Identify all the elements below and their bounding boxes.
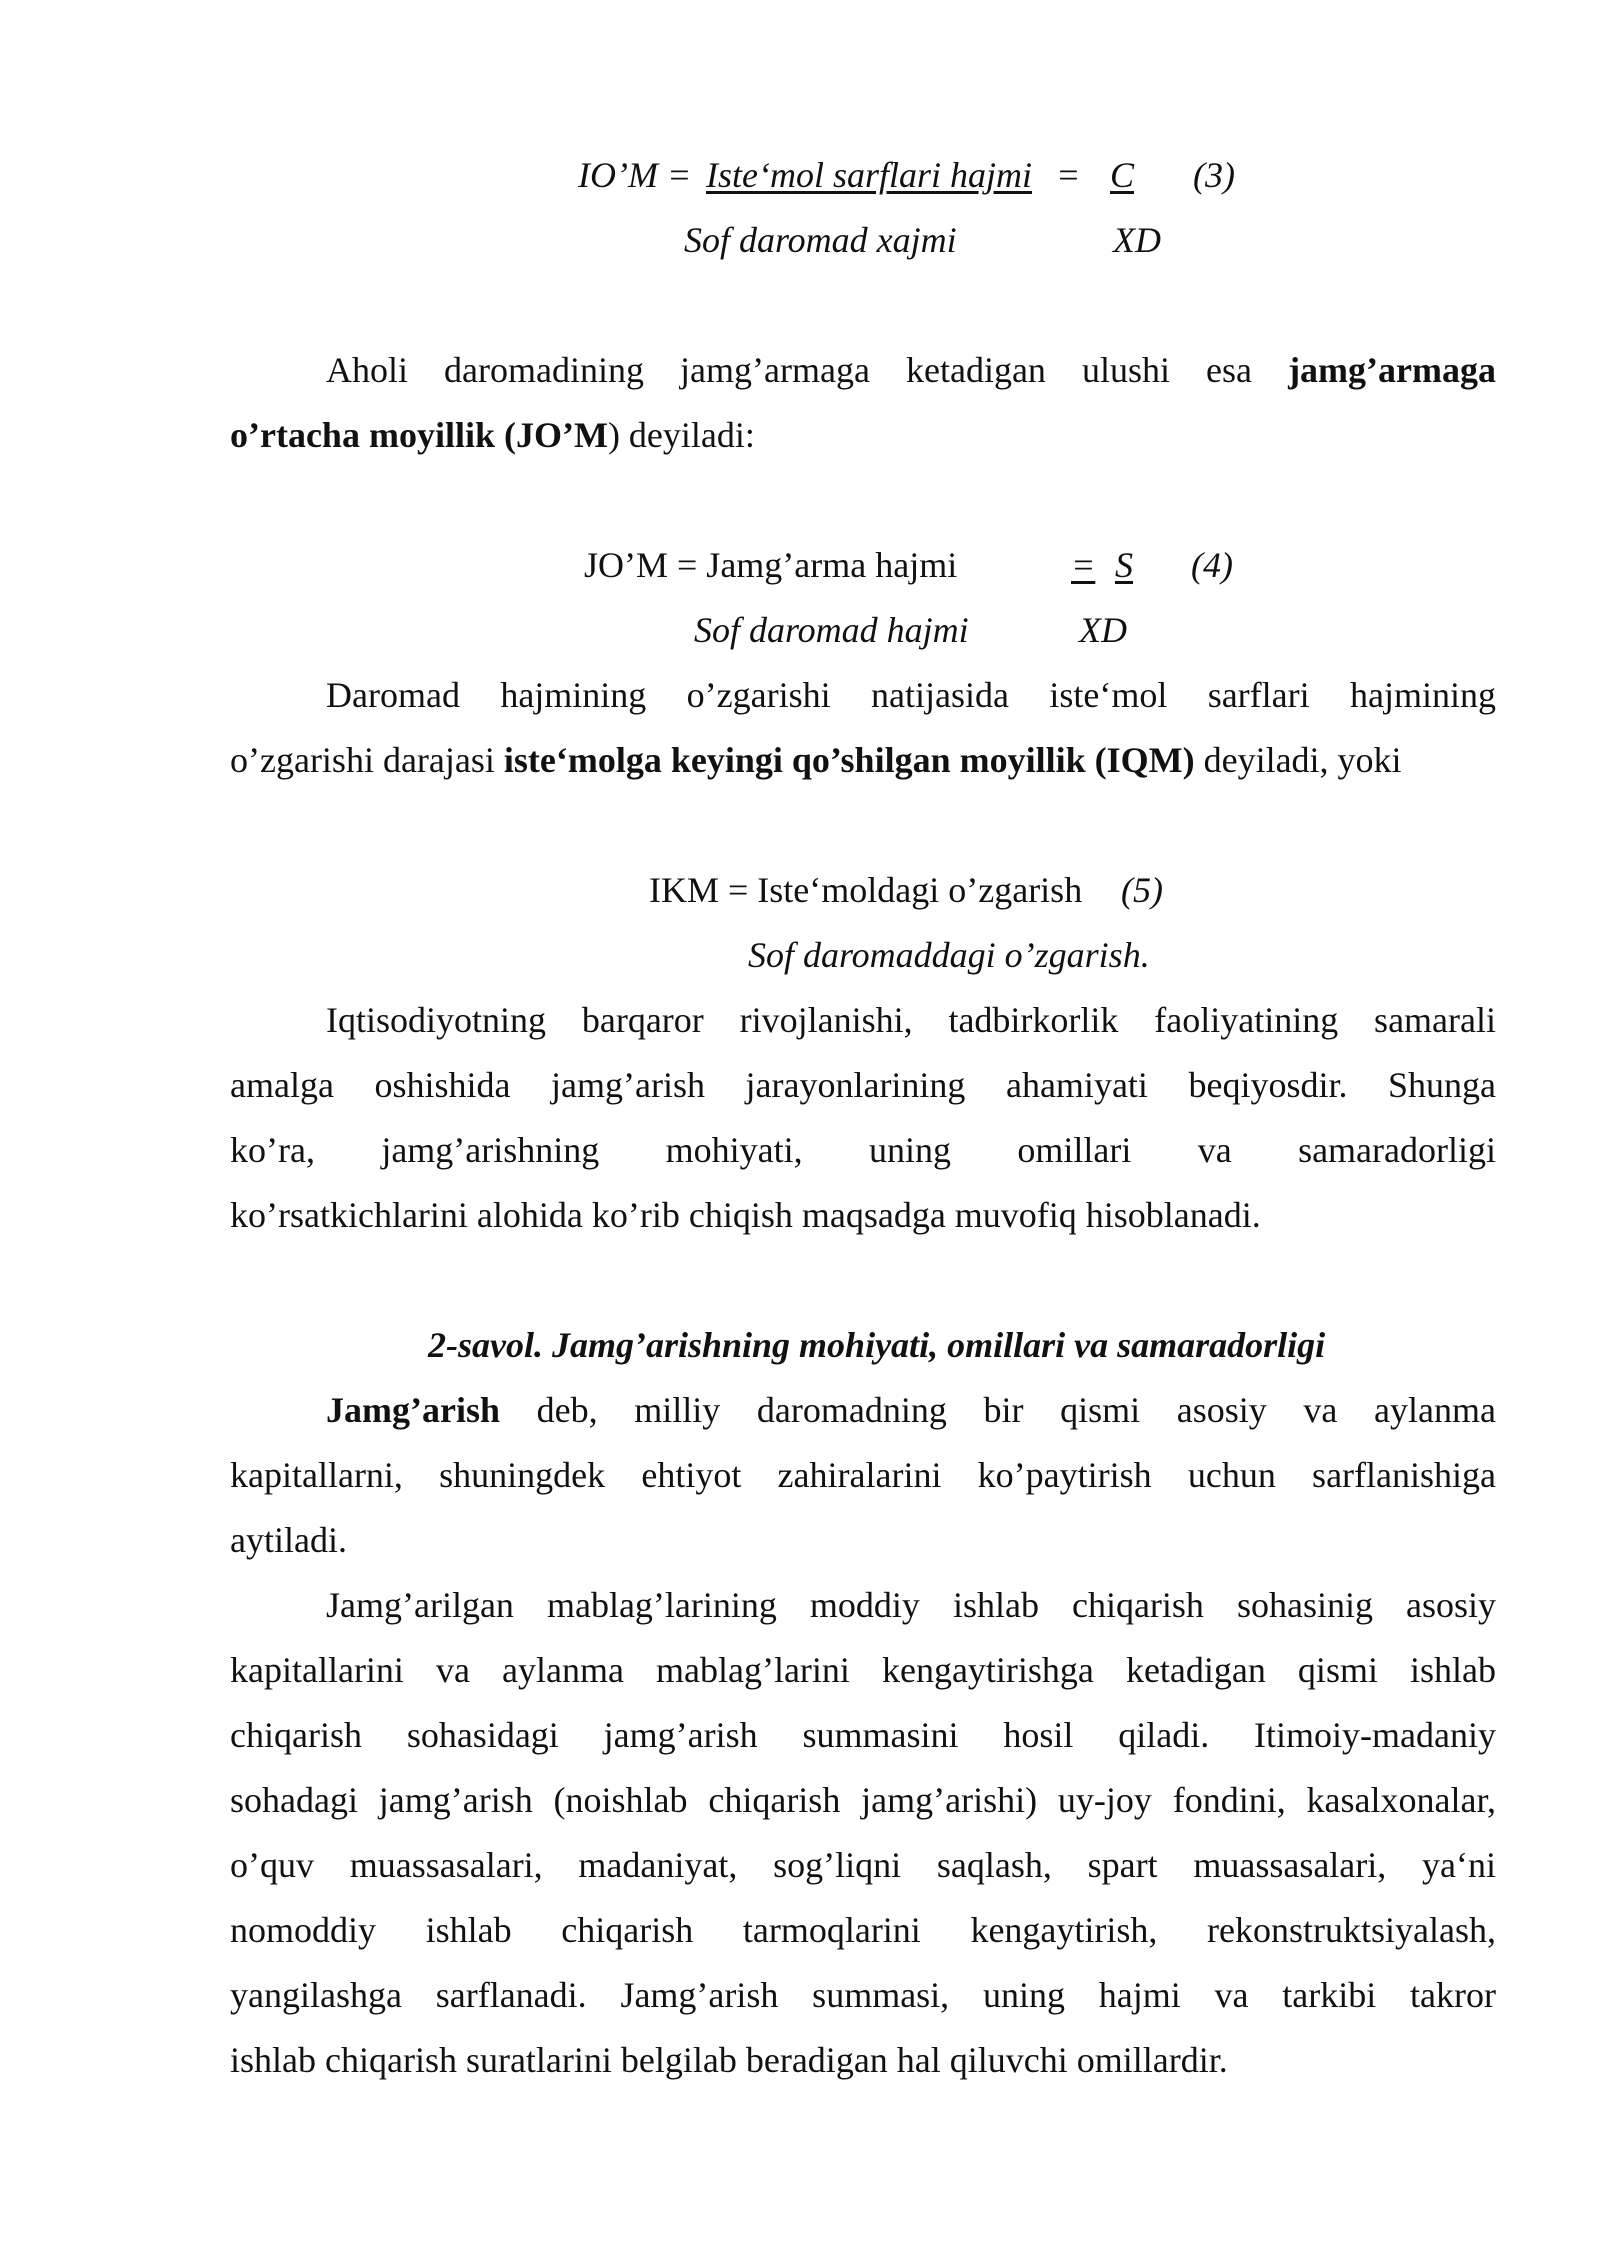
term-ortacha-moyillik: o’rtacha moyillik (JO’M <box>230 415 608 455</box>
paragraph-1-line-1 <box>326 350 1496 390</box>
paragraph-5-line-3: chiqarish sohasidagi jamg’arish summasini hosil qiladi. Itimoiy-madaniy <box>230 1715 1496 1755</box>
formula-4-equals: = <box>1071 545 1096 585</box>
formula-4-number: (4) <box>1191 545 1233 585</box>
paragraph-3-line-1: Iqtisodiyotning barqaror rivojlanishi, tadbirkorlik faoliyatining samarali <box>326 1000 1496 1040</box>
paragraph-2-pre: o’zgarishi darajasi <box>230 740 504 780</box>
formula-3-rhs-denominator: XD <box>1113 220 1161 260</box>
paragraph-2-post: deyiladi, yoki <box>1194 740 1402 780</box>
formula-5-denominator: Sof daromaddagi o’zgarish. <box>748 935 1150 975</box>
section-heading: 2-savol. Jamg’arishning mohiyati, omillari va samaradorligi <box>428 1325 1326 1365</box>
paragraph-5-line-4: sohadagi jamg’arish (noishlab chiqarish jamg’arishi) uy-joy fondini, kasalxonalar, <box>230 1780 1496 1820</box>
term-jamgarmaga: jamg’armaga <box>1288 350 1496 390</box>
formula-3-rhs-numerator: C <box>1110 155 1135 195</box>
formula-3-equals: = <box>1056 155 1081 195</box>
paragraph-1-tail: ) deyiladi: <box>607 415 755 455</box>
formula-3-numerator: Iste‘mol sarflari hajmi <box>706 155 1033 195</box>
formula-3-number: (3) <box>1193 155 1235 195</box>
paragraph-4-line-1 <box>326 1390 1496 1430</box>
paragraph-2-line-1: Daromad hajmining o’zgarishi natijasida iste‘mol sarflari hajmining <box>326 675 1496 715</box>
paragraph-4-line-3: aytiladi. <box>230 1520 347 1560</box>
formula-3-lhs: IO’M = <box>578 155 692 195</box>
formula-4-rhs-numerator: S <box>1115 545 1133 585</box>
term-jamgarish: Jamg’arish <box>326 1390 500 1430</box>
paragraph-5-line-7: yangilashga sarflanadi. Jamg’arish summasi, uning hajmi va tarkibi takror <box>230 1975 1496 2015</box>
paragraph-5-line-6: nomoddiy ishlab chiqarish tarmoqlarini kengaytirish, rekonstruktsiyalash, <box>230 1910 1496 1950</box>
formula-5-lhs: IKM = Iste‘moldagi o’zgarish <box>649 870 1083 910</box>
paragraph-5-line-1: Jamg’arilgan mablag’larining moddiy ishlab chiqarish sohasinig asosiy <box>326 1585 1496 1625</box>
formula-5-number: (5) <box>1121 870 1163 910</box>
paragraph-1-line-2 <box>230 415 755 455</box>
paragraph-3-line-3: ko’ra, jamg’arishning mohiyati, uning omillari va samaradorligi <box>230 1130 1496 1170</box>
formula-4-rhs-denominator: XD <box>1079 610 1127 650</box>
paragraph-4-line-2: kapitallarni, shuningdek ehtiyot zahiralarini ko’paytirish uchun sarflanishiga <box>230 1455 1496 1495</box>
paragraph-3-line-2: amalga oshishida jamg’arish jarayonlarining ahamiyati beqiyosdir. Shunga <box>230 1065 1496 1105</box>
paragraph-3-line-4: ko’rsatkichlarini alohida ko’rib chiqish maqsadga muvofiq hisoblanadi. <box>230 1195 1261 1235</box>
term-iqm: iste‘molga keyingi qo’shilgan moyillik (IQM) <box>503 740 1195 780</box>
formula-3-denominator: Sof daromad xajmi <box>684 220 957 260</box>
formula-4-lhs: JO’M = Jamg’arma hajmi <box>584 545 958 585</box>
paragraph-1-text: Aholi daromadining jamg’armaga ketadigan ulushi esa <box>326 350 1289 390</box>
paragraph-5-line-5: o’quv muassasalari, madaniyat, sog’liqni saqlash, spart muassasalari, ya‘ni <box>230 1845 1496 1885</box>
formula-4-denominator: Sof daromad hajmi <box>694 610 969 650</box>
paragraph-5-line-8: ishlab chiqarish suratlarini belgilab beradigan hal qiluvchi omillardir. <box>230 2040 1228 2080</box>
paragraph-2-line-2 <box>230 740 1402 780</box>
paragraph-4-text: deb, milliy daromadning bir qismi asosiy va aylanma <box>500 1390 1496 1430</box>
paragraph-5-line-2: kapitallarini va aylanma mablag’larini kengaytirishga ketadigan qismi ishlab <box>230 1650 1496 1690</box>
